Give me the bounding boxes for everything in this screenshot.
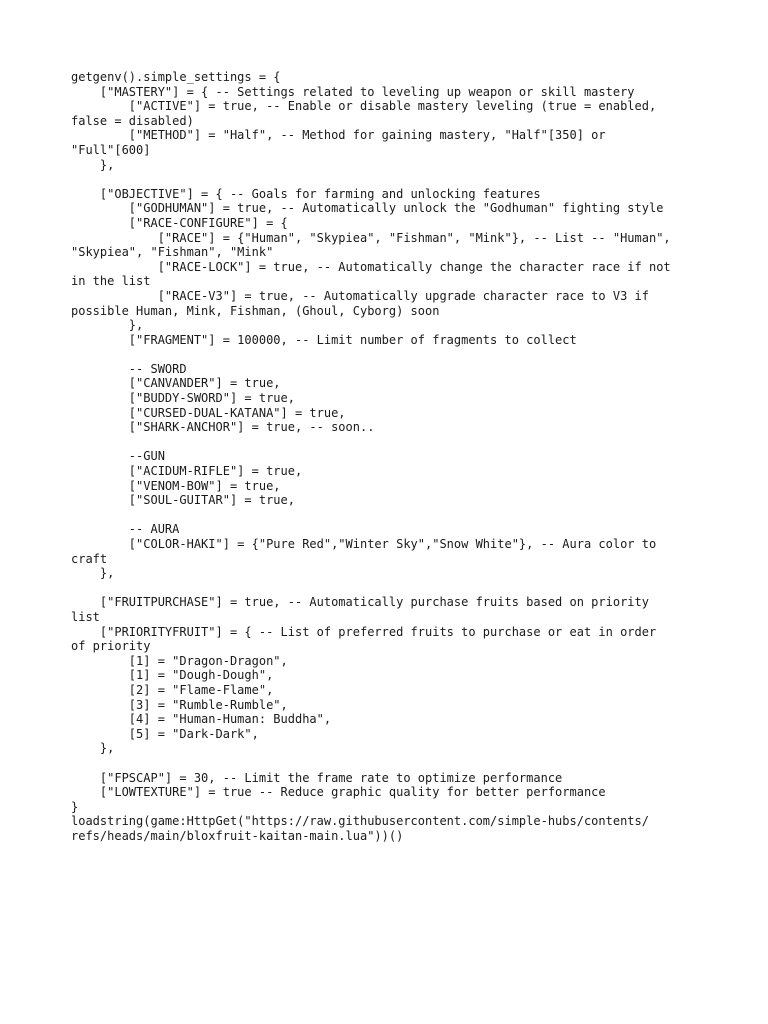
code-line <box>71 581 701 596</box>
code-line: ["BUDDY-SWORD"] = true, <box>71 391 295 406</box>
code-line: -- SWORD <box>71 361 187 376</box>
code-line: ["RACE"] = {"Human", "Skypiea", "Fishman", "Mink"}, -- List -- "Human", <box>71 230 671 245</box>
code-line: loadstring(game:HttpGet("https://raw.githubusercontent.com/simple-hubs/contents/ <box>71 814 649 829</box>
code-line: -- AURA <box>71 522 180 537</box>
code-line: ["CANVANDER"] = true, <box>71 376 281 391</box>
code-line: ["SHARK-ANCHOR"] = true, -- soon.. <box>71 420 375 435</box>
code-line: ["GODHUMAN"] = true, -- Automatically unlock the "Godhuman" fighting style <box>71 201 664 216</box>
code-line: ["METHOD"] = "Half", -- Method for gaining mastery, "Half"[350] or <box>71 128 606 143</box>
code-line: }, <box>71 318 144 333</box>
code-line: }, <box>71 741 115 756</box>
code-line: ["LOWTEXTURE"] = true -- Reduce graphic quality for better performance <box>71 785 606 800</box>
code-line: refs/heads/main/bloxfruit-kaitan-main.lua"))() <box>71 828 404 843</box>
code-block <box>71 70 701 843</box>
code-line: ["MASTERY"] = { -- Settings related to leveling up weapon or skill mastery <box>71 84 635 99</box>
code-line: [1] = "Dough-Dough", <box>71 668 274 683</box>
code-line: of priority <box>71 639 151 654</box>
code-line: ["FPSCAP"] = 30, -- Limit the frame rate to optimize performance <box>71 770 563 785</box>
code-line: ["RACE-LOCK"] = true, -- Automatically change the character race if not <box>71 259 671 274</box>
code-line: craft <box>71 551 108 566</box>
code-line <box>71 756 701 771</box>
code-line: [5] = "Dark-Dark", <box>71 726 259 741</box>
code-line: false = disabled) <box>71 113 194 128</box>
code-line <box>71 347 701 362</box>
code-line: [1] = "Dragon-Dragon", <box>71 653 288 668</box>
code-line: ["OBJECTIVE"] = { -- Goals for farming and unlocking features <box>71 186 541 201</box>
code-line: ["FRUITPURCHASE"] = true, -- Automatically purchase fruits based on priority <box>71 595 649 610</box>
code-line: ["RACE-CONFIGURE"] = { <box>71 215 288 230</box>
code-line: possible Human, Mink, Fishman, (Ghoul, Cyborg) soon <box>71 303 440 318</box>
code-line: ["SOUL-GUITAR"] = true, <box>71 493 295 508</box>
code-line: [3] = "Rumble-Rumble", <box>71 697 288 712</box>
code-line: ["CURSED-DUAL-KATANA"] = true, <box>71 405 346 420</box>
code-line: "Skypiea", "Fishman", "Mink" <box>71 245 274 260</box>
code-line: }, <box>71 566 115 581</box>
code-line: ["ACTIVE"] = true, -- Enable or disable mastery leveling (true = enabled, <box>71 99 657 114</box>
code-line: } <box>71 799 79 814</box>
code-line: --GUN <box>71 449 165 464</box>
code-line: ["FRAGMENT"] = 100000, -- Limit number of fragments to collect <box>71 332 577 347</box>
code-line: }, <box>71 157 115 172</box>
code-line: [2] = "Flame-Flame", <box>71 682 274 697</box>
code-line: list <box>71 609 100 624</box>
code-line: [4] = "Human-Human: Buddha", <box>71 712 332 727</box>
code-line: ["VENOM-BOW"] = true, <box>71 478 281 493</box>
code-line: ["ACIDUM-RIFLE"] = true, <box>71 464 303 479</box>
code-line <box>71 508 701 523</box>
code-line: getgenv().simple_settings = { <box>71 70 281 84</box>
code-line <box>71 435 701 450</box>
code-line: ["PRIORITYFRUIT"] = { -- List of preferred fruits to purchase or eat in order <box>71 624 657 639</box>
code-line: "Full"[600] <box>71 142 151 157</box>
code-line: ["RACE-V3"] = true, -- Automatically upgrade character race to V3 if <box>71 288 649 303</box>
code-line: ["COLOR-HAKI"] = {"Pure Red","Winter Sky","Snow White"}, -- Aura color to <box>71 537 657 551</box>
code-line <box>71 172 701 187</box>
code-line: in the list <box>71 274 151 289</box>
